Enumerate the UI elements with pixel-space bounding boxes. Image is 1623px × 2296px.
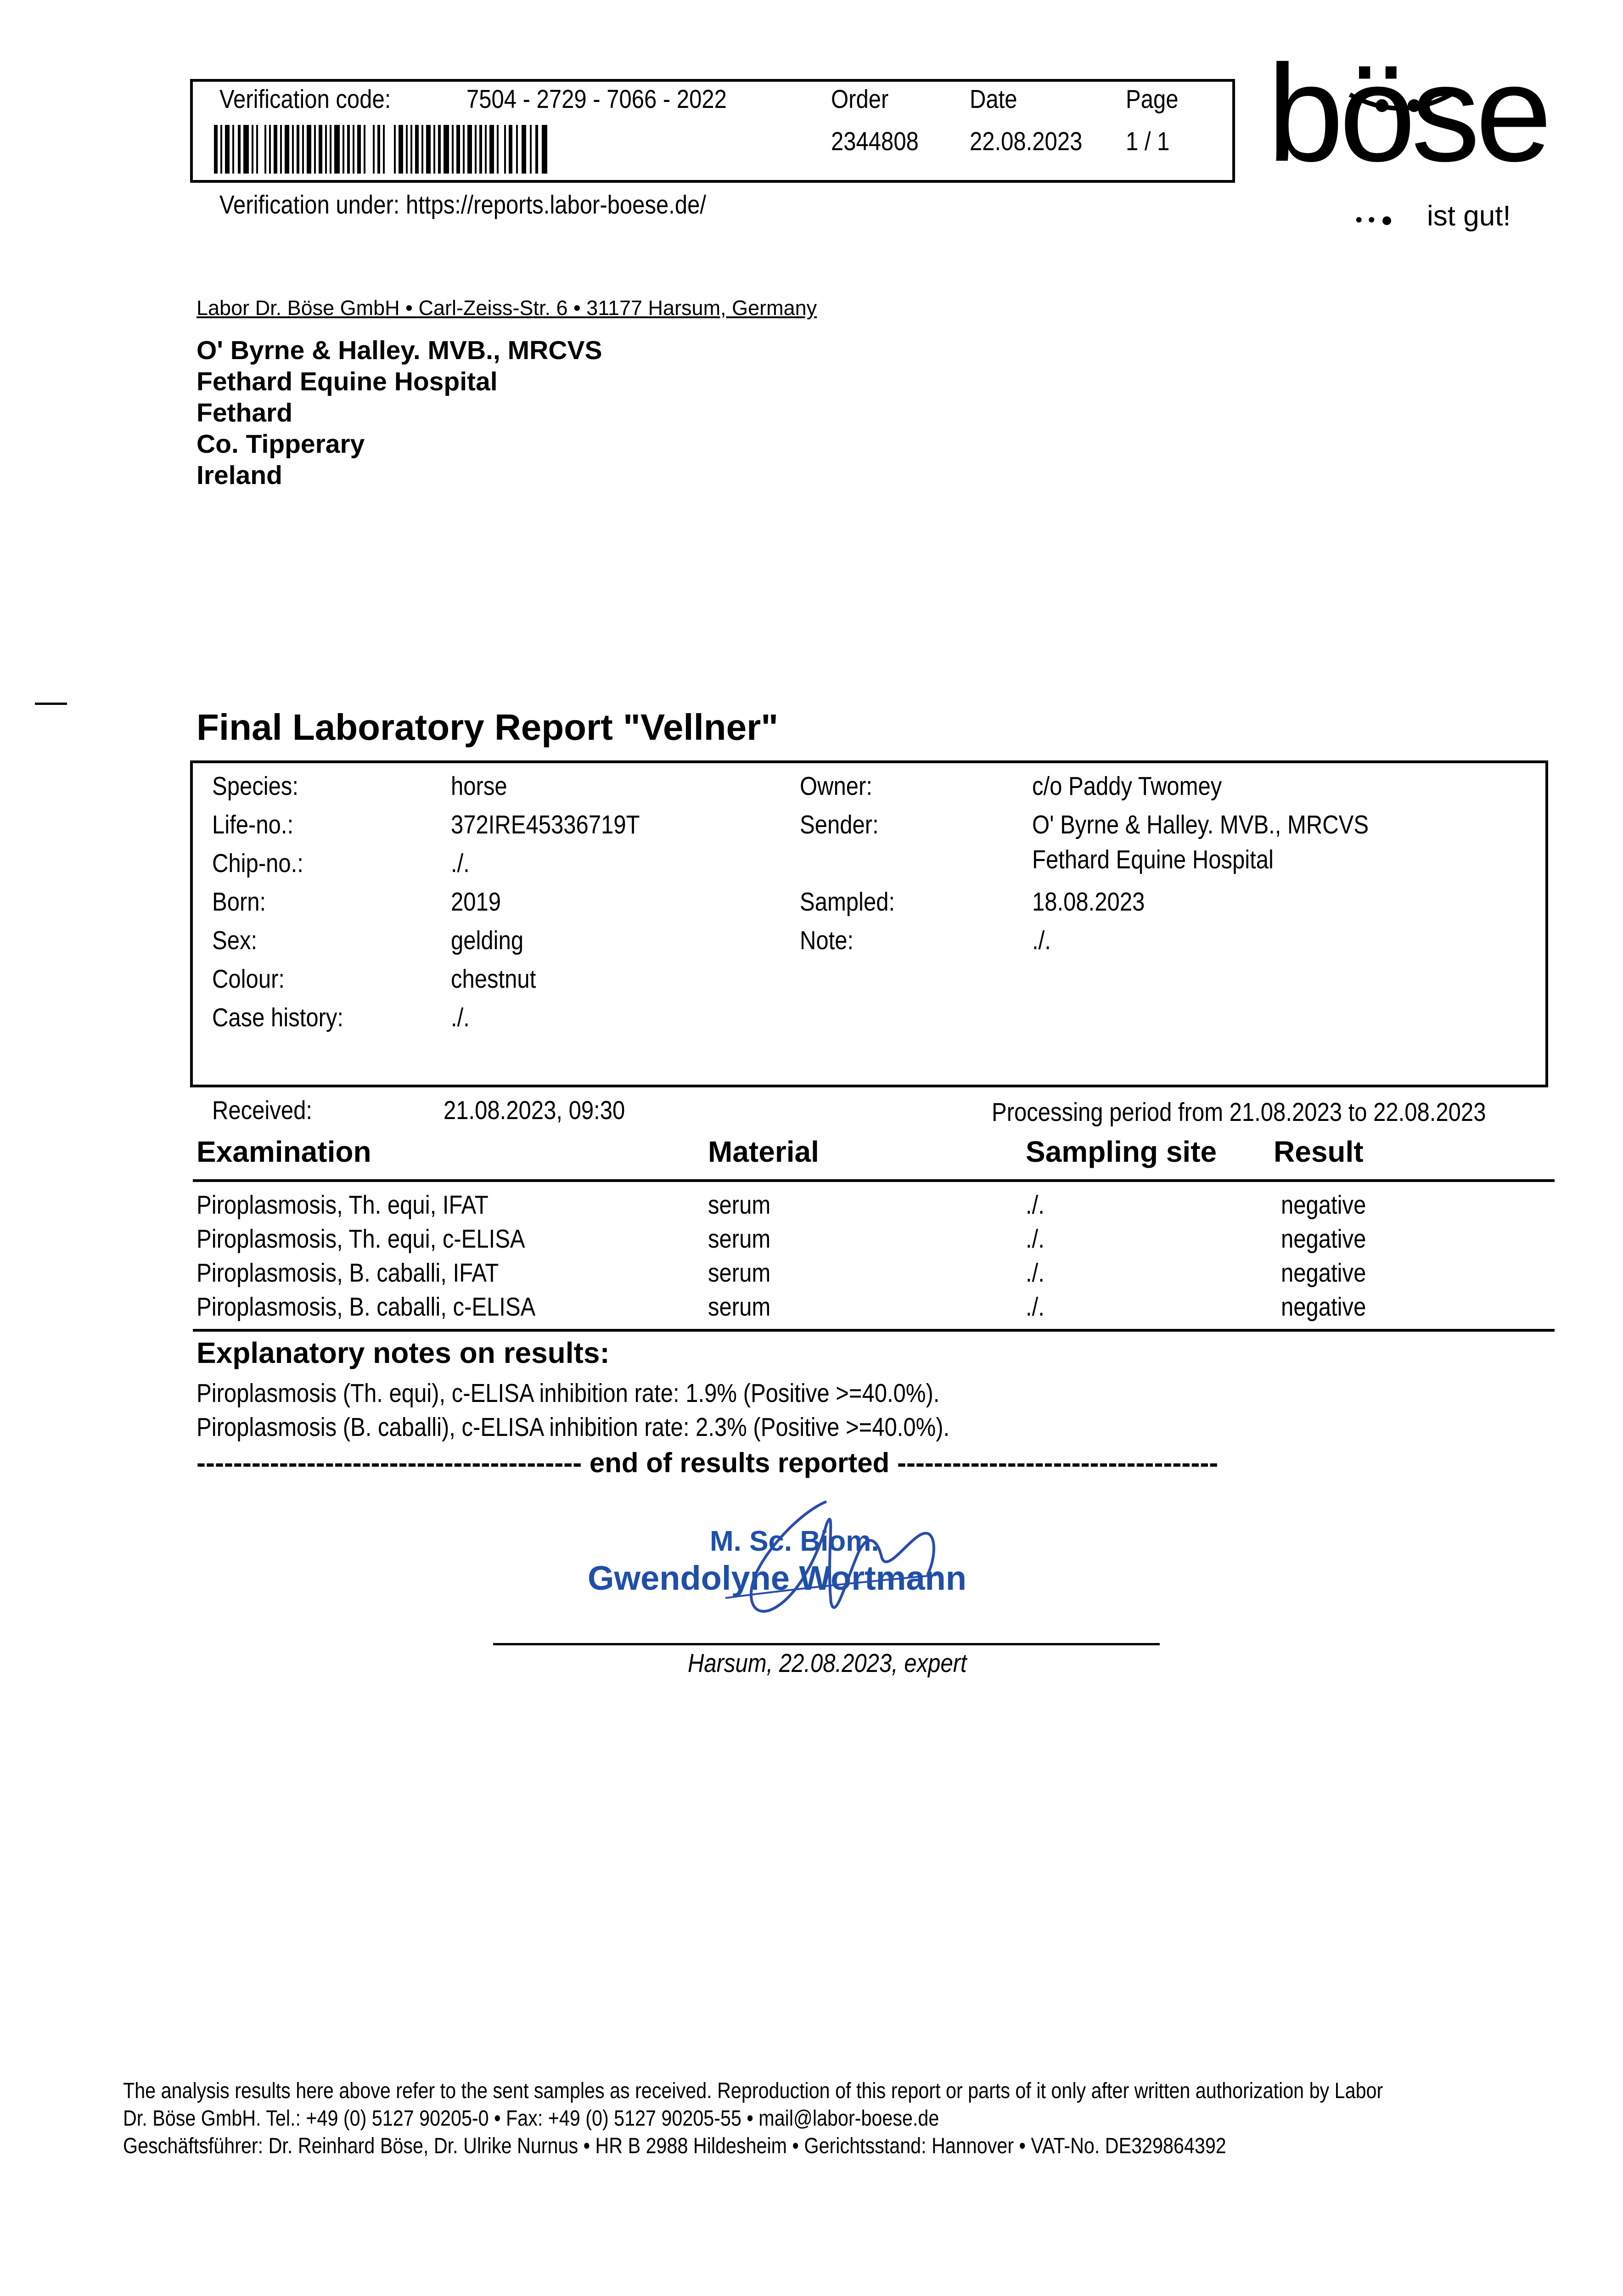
verification-url: Verification under: https://reports.labor-boese.de/ xyxy=(219,190,706,219)
stamp-title: M. Sc. Biom. xyxy=(710,1525,879,1557)
sender-value-1: O' Byrne & Halley. MVB., MRCVS xyxy=(1032,810,1369,839)
date-value: 22.08.2023 xyxy=(970,127,1083,156)
order-label: Order xyxy=(831,84,889,114)
species-value: horse xyxy=(451,771,507,801)
signature-stamp xyxy=(588,1483,1074,1639)
table-row-3-site: ./. xyxy=(1026,1258,1045,1288)
table-row-4-result: negative xyxy=(1281,1292,1366,1322)
page-label: Page xyxy=(1126,84,1179,114)
col-examination: Examination xyxy=(197,1135,371,1168)
case-history-label: Case history: xyxy=(212,1003,344,1032)
stamp-name: Gwendolyne Wortmann xyxy=(588,1559,967,1597)
chip-no-label: Chip-no.: xyxy=(212,849,303,878)
sex-value: gelding xyxy=(451,926,524,955)
footer-line-3: Geschäftsführer: Dr. Reinhard Böse, Dr. Ulrike Nurnus • HR B 2988 Hildesheim • Gerichtsstand: Hannover • VAT-No. DE329864392 xyxy=(123,2134,1226,2158)
table-row-4-exam: Piroplasmosis, B. caballi, c-ELISA xyxy=(197,1292,536,1322)
logo-wordmark: böse xyxy=(1267,36,1548,190)
table-row-3-result: negative xyxy=(1281,1258,1366,1288)
case-history-value: ./. xyxy=(451,1003,470,1032)
col-result: Result xyxy=(1274,1135,1364,1168)
order-value: 2344808 xyxy=(831,127,919,156)
footer-line-1: The analysis results here above refer to the sent samples as received. Reproduction of this report or parts of it only after written authorization by Labor xyxy=(123,2079,1383,2103)
life-no-label: Life-no.: xyxy=(212,810,294,839)
patient-info-box xyxy=(190,760,1548,1087)
table-row-1-site: ./. xyxy=(1026,1190,1045,1220)
table-row-3-material: serum xyxy=(708,1258,771,1288)
table-row-1-result: negative xyxy=(1281,1190,1366,1220)
recipient-line-2: Fethard Equine Hospital xyxy=(197,367,498,396)
sender-label: Sender: xyxy=(800,810,879,839)
processing-period: Processing period from 21.08.2023 to 22.08.2023 xyxy=(992,1097,1486,1127)
table-row-3-exam: Piroplasmosis, B. caballi, IFAT xyxy=(197,1258,499,1288)
table-row-2-site: ./. xyxy=(1026,1224,1045,1254)
recipient-line-4: Co. Tipperary xyxy=(197,429,365,459)
received-label: Received: xyxy=(212,1096,312,1125)
table-row-2-material: serum xyxy=(708,1224,771,1254)
logo-dots: • • ● xyxy=(1355,208,1393,231)
sampled-label: Sampled: xyxy=(800,887,895,917)
table-bottom-divider xyxy=(193,1329,1555,1332)
sampled-value: 18.08.2023 xyxy=(1032,887,1145,917)
recipient-line-3: Fethard xyxy=(197,398,293,428)
end-of-results-marker: ------------------------------------------ end of results reported ----------------------------------- xyxy=(197,1447,1219,1478)
footer-line-2: Dr. Böse GmbH. Tel.: +49 (0) 5127 90205-0 • Fax: +49 (0) 5127 90205-55 • mail@labor-boese.de xyxy=(123,2106,939,2131)
notes-heading: Explanatory notes on results: xyxy=(197,1336,610,1369)
note-value: ./. xyxy=(1032,926,1051,955)
sender-value-2: Fethard Equine Hospital xyxy=(1032,845,1274,874)
table-row-4-material: serum xyxy=(708,1292,771,1322)
col-material: Material xyxy=(708,1135,819,1168)
table-row-4-site: ./. xyxy=(1026,1292,1045,1322)
owner-label: Owner: xyxy=(800,771,873,801)
sex-label: Sex: xyxy=(212,926,258,955)
logo-tagline: ist gut! xyxy=(1427,200,1511,232)
born-label: Born: xyxy=(212,887,266,917)
signature-line xyxy=(493,1643,1160,1645)
verification-label: Verification code: xyxy=(219,84,391,114)
recipient-line-1: O' Byrne & Halley. MVB., MRCVS xyxy=(197,336,602,365)
notes-line-1: Piroplasmosis (Th. equi), c-ELISA inhibition rate: 1.9% (Positive >=40.0%). xyxy=(197,1379,940,1408)
fold-mark xyxy=(35,703,67,705)
owner-value: c/o Paddy Twomey xyxy=(1032,771,1222,801)
signature-caption: Harsum, 22.08.2023, expert xyxy=(688,1649,967,1678)
notes-line-2: Piroplasmosis (B. caballi), c-ELISA inhibition rate: 2.3% (Positive >=40.0%). xyxy=(197,1412,950,1442)
date-label: Date xyxy=(970,84,1017,114)
note-label: Note: xyxy=(800,926,854,955)
col-sampling-site: Sampling site xyxy=(1026,1135,1217,1168)
verification-code: 7504 - 2729 - 7066 - 2022 xyxy=(466,84,727,114)
page-value: 1 / 1 xyxy=(1126,127,1170,156)
table-header-divider xyxy=(193,1179,1555,1182)
received-value: 21.08.2023, 09:30 xyxy=(444,1096,625,1125)
recipient-line-5: Ireland xyxy=(197,461,282,490)
barcode-image xyxy=(214,125,554,174)
colour-value: chestnut xyxy=(451,964,536,994)
chip-no-value: ./. xyxy=(451,849,470,878)
born-value: 2019 xyxy=(451,887,501,917)
table-row-2-exam: Piroplasmosis, Th. equi, c-ELISA xyxy=(197,1224,525,1254)
report-title: Final Laboratory Report "Vellner" xyxy=(197,707,779,748)
life-no-value: 372IRE45336719T xyxy=(451,810,640,839)
colour-label: Colour: xyxy=(212,964,285,994)
table-row-2-result: negative xyxy=(1281,1224,1366,1254)
species-label: Species: xyxy=(212,771,299,801)
table-row-1-material: serum xyxy=(708,1190,771,1220)
table-row-1-exam: Piroplasmosis, Th. equi, IFAT xyxy=(197,1190,489,1220)
sender-address-line: Labor Dr. Böse GmbH • Carl-Zeiss-Str. 6 • 31177 Harsum, Germany xyxy=(197,296,817,320)
